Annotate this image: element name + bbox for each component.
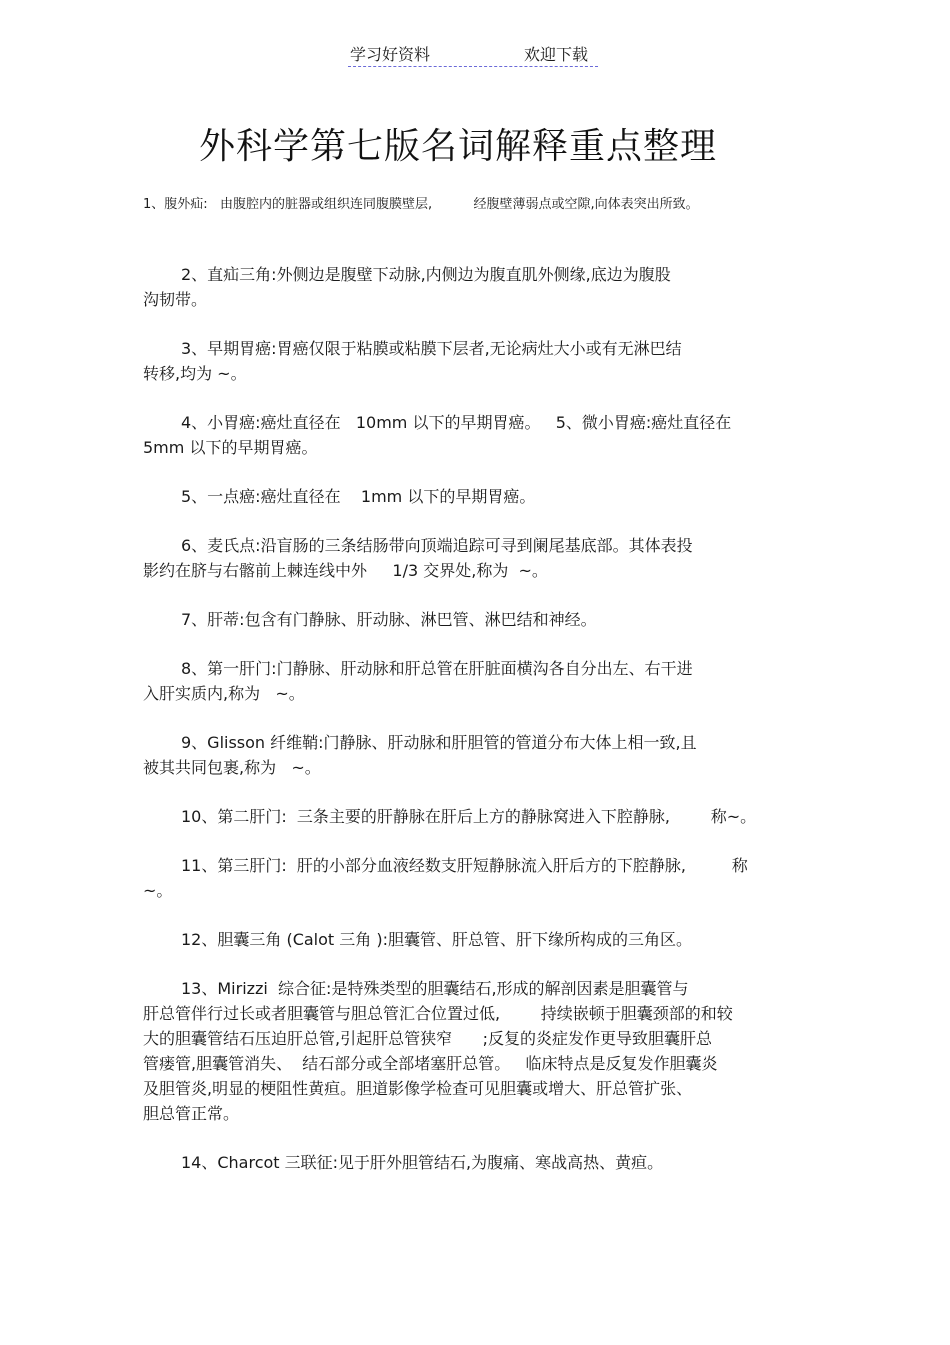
terms-list: [143, 262, 811, 1199]
term-item: 13、Mirizzi 综合征:是特殊类型的胆囊结石,形成的解剖因素是胆囊管与 肝总管伴行过长或者胆囊管与胆总管汇合位置过低, 持续嵌顿于胆囊颈部的和较 大的胆囊管结石压迫肝总管,引起肝总管狭窄 ;反复的炎症发作更导致胆囊肝总 管瘘管,胆囊管消失、 结石部分或全部堵塞肝总管。 临床特点是反复发作胆囊炎 及胆管炎,明显的梗阻性黄疸。胆道影像学检查可见胆囊或增大、肝总管扩张、 胆总管正常。: [143, 979, 733, 1123]
term-item: 5、一点癌:癌灶直径在 1mm 以下的早期胃癌。: [181, 487, 536, 506]
header-left-text: 学习好资料: [350, 45, 431, 64]
term-item: 3、早期胃癌:胃癌仅限于粘膜或粘膜下层者,无论病灶大小或有无淋巴结 转移,均为 ~。: [143, 339, 682, 383]
term-item: 2、直疝三角:外侧边是腹壁下动脉,内侧边为腹直肌外侧缘,底边为腹股 沟韧带。: [143, 265, 671, 309]
term-item: 10、第二肝门: 三条主要的肝静脉在肝后上方的静脉窝进入下腔静脉, 称~。: [181, 807, 757, 826]
intro-term: 1、腹外疝: 由腹腔内的脏器或组织连同腹膜壁层, 经腹壁薄弱点或空隙,向体表突出所致。: [143, 197, 699, 212]
header-right-text: 欢迎下载: [524, 45, 589, 64]
term-item: 4、小胃癌:癌灶直径在 10mm 以下的早期胃癌。 5、微小胃癌:癌灶直径在 5mm 以下的早期胃癌。: [143, 413, 732, 457]
term-item: 9、Glisson 纤维鞘:门静脉、肝动脉和肝胆管的管道分布大体上相一致,且 被其共同包裹,称为 ~。: [143, 733, 697, 777]
term-item: 12、胆囊三角 (Calot 三角 ):胆囊管、肝总管、肝下缘所构成的三角区。: [181, 930, 692, 949]
document-title: 外科学第七版名词解释重点整理: [198, 126, 717, 167]
term-item: 6、麦氏点:沿盲肠的三条结肠带向顶端追踪可寻到阑尾基底部。其体表投 影约在脐与右髂前上棘连线中外 1/3 交界处,称为 ~。: [143, 536, 693, 580]
term-item: 7、肝蒂:包含有门静脉、肝动脉、淋巴管、淋巴结和神经。: [181, 610, 597, 629]
term-item: 8、第一肝门:门静脉、肝动脉和肝总管在肝脏面横沟各自分出左、右干进 入肝实质内,称为 ~。: [143, 659, 693, 703]
page-header: [348, 40, 598, 67]
term-item: 11、第三肝门: 肝的小部分血液经数支肝短静脉流入肝后方的下腔静脉, 称 ~。: [143, 856, 748, 900]
term-item: 14、Charcot 三联征:见于肝外胆管结石,为腹痛、寒战高热、黄疸。: [181, 1153, 664, 1172]
